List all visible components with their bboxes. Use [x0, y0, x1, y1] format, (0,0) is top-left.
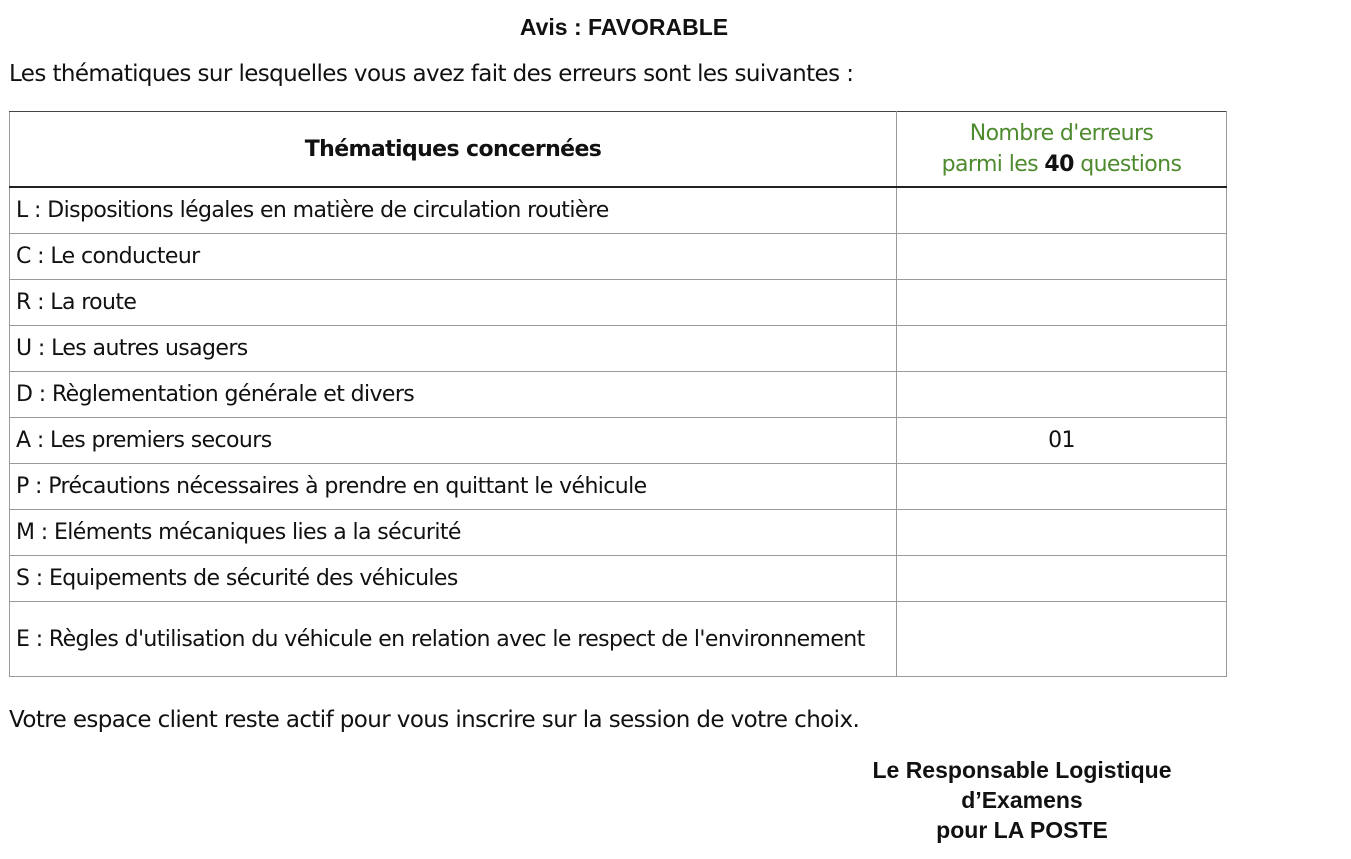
table-row [10, 234, 1227, 280]
table-row [10, 464, 1227, 510]
table-row [10, 418, 1227, 464]
table-row [10, 556, 1227, 602]
column-header-count-suffix: questions [1073, 152, 1182, 177]
theme-cell: L : Dispositions légales en matière de circulation routière [10, 187, 897, 234]
theme-cell: C : Le conducteur [10, 234, 897, 280]
theme-cell: E : Règles d'utilisation du véhicule en relation avec le respect de l'environnement [10, 602, 897, 677]
table-row [10, 602, 1227, 677]
error-count-cell [897, 602, 1227, 677]
signature-line: Le Responsable Logistique [872, 757, 1172, 783]
table-row [10, 187, 1227, 234]
table-header-row [10, 112, 1227, 188]
error-count-cell [897, 280, 1227, 326]
error-count-cell [897, 372, 1227, 418]
column-header-count-line1: Nombre d'erreurs [969, 121, 1154, 146]
theme-cell: P : Précautions nécessaires à prendre en quittant le véhicule [10, 464, 897, 510]
verdict-title: Avis : FAVORABLE [519, 14, 729, 40]
theme-cell: S : Equipements de sécurité des véhicules [10, 556, 897, 602]
error-count-cell [897, 556, 1227, 602]
table-row [10, 510, 1227, 556]
table-row [10, 280, 1227, 326]
intro-text: Les thématiques sur lesquelles vous avez fait des erreurs sont les suivantes : [9, 61, 854, 87]
column-header-count [897, 112, 1227, 188]
table-row [10, 372, 1227, 418]
theme-cell: M : Eléments mécaniques lies a la sécurité [10, 510, 897, 556]
error-count-cell [897, 326, 1227, 372]
column-header-theme: Thématiques concernées [10, 112, 897, 188]
signature-line: pour LA POSTE [936, 817, 1108, 843]
error-count-cell [897, 234, 1227, 280]
theme-cell: D : Règlementation générale et divers [10, 372, 897, 418]
account-note: Votre espace client reste actif pour vous inscrire sur la session de votre choix. [9, 707, 860, 733]
theme-cell: R : La route [10, 280, 897, 326]
signature-line: d’Examens [961, 787, 1083, 813]
question-total: 40 [1044, 152, 1074, 177]
column-header-count-line2 [897, 149, 1226, 180]
column-header-count-prefix: parmi les [941, 152, 1045, 177]
theme-cell: U : Les autres usagers [10, 326, 897, 372]
signature-block [822, 755, 1222, 845]
error-count-cell: 01 [897, 418, 1227, 464]
error-count-cell [897, 464, 1227, 510]
error-themes-table [9, 111, 1227, 677]
theme-cell: A : Les premiers secours [10, 418, 897, 464]
table-row [10, 326, 1227, 372]
error-count-cell [897, 510, 1227, 556]
error-count-cell [897, 187, 1227, 234]
